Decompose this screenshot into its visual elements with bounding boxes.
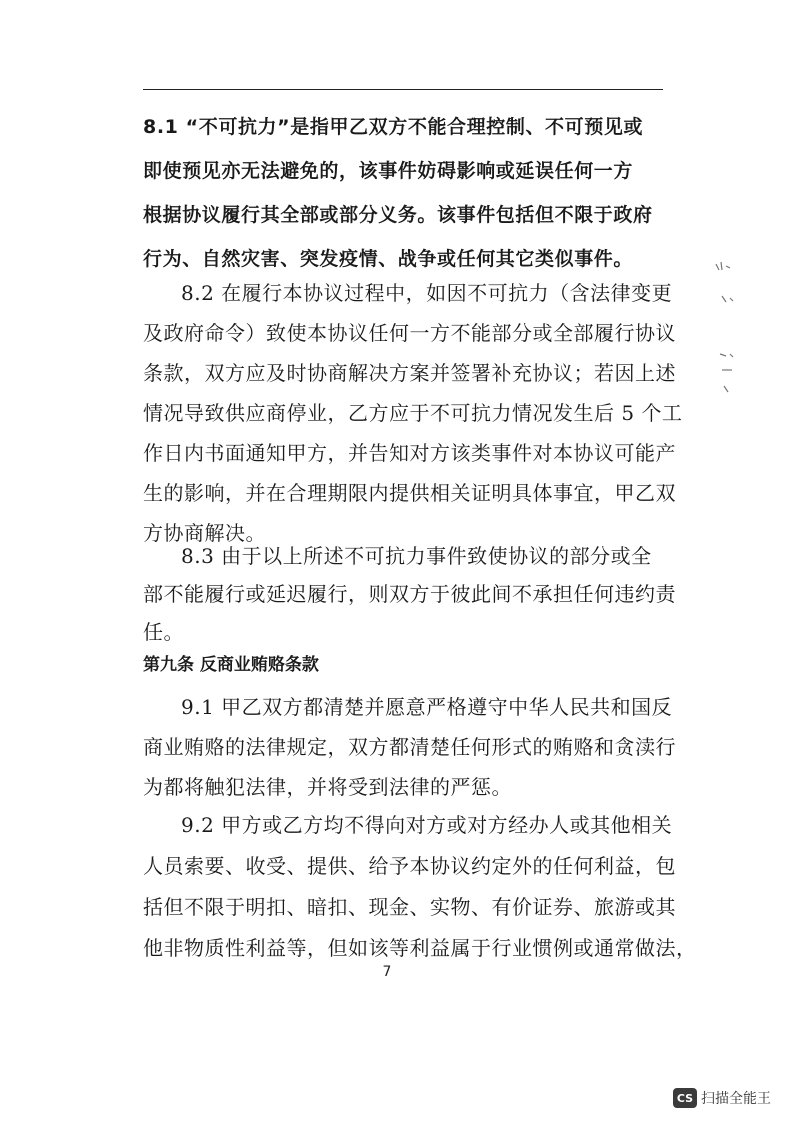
clause-8-1-line: 行为、自然灾害、突发疫情、战争或任何其它类似事件。 [143,248,634,270]
clause-8-2-line: 生的影响，并在合理期限内提供相关证明具体事宜，甲乙双 [143,481,676,505]
clause-9-2-line: 他非物质性利益等，但如该等利益属于行业惯例或通常做法， [143,936,697,960]
clause-9-2-line: 9.2 甲方或乙方均不得向对方或对方经办人或其他相关 [181,813,673,837]
clause-9-1-line: 商业贿赂的法律规定，双方都清楚任何形式的贿赂和贪渎行 [143,735,676,759]
clause-9-2-line: 括但不限于明扣、暗扣、现金、实物、有价证券、旅游或其 [143,895,676,919]
camscanner-watermark [673,1085,771,1111]
camscanner-logo-icon: CS [673,1088,697,1108]
scan-margin-marks [712,258,752,408]
clause-8-2-line: 情况导致供应商停业，乙方应于不可抗力情况发生后 5 个工 [143,401,683,425]
clause-8-3-line: 任。 [143,620,184,644]
top-rule [143,89,663,90]
clause-8-2-line: 条款，双方应及时协商解决方案并签署补充协议；若因上述 [143,361,676,385]
clause-8-2-line: 方协商解决。 [143,521,266,545]
clause-9-1-line: 为都将触犯法律，并将受到法律的严惩。 [143,775,512,799]
clause-8-1-line: 根据协议履行其全部或部分义务。该事件包括但不限于政府 [143,204,653,226]
clause-9-1-line: 9.1 甲乙双方都清楚并愿意严格遵守中华人民共和国反 [181,695,673,719]
clause-8-3-line: 部不能履行或延迟履行，则双方于彼此间不承担任何违约责 [143,582,676,606]
section-9-heading: 第九条 反商业贿赂条款 [143,655,319,675]
scan-noise-icon [712,258,752,408]
clause-8-2-line: 8.2 在履行本协议过程中，如因不可抗力（含法律变更 [181,281,673,305]
clause-9-2-line: 人员索要、收受、提供、给予本协议约定外的任何利益，包 [143,854,676,878]
clause-8-2-line: 及政府命令）致使本协议任何一方不能部分或全部履行协议 [143,321,676,345]
clause-8-1-line: 即使预见亦无法避免的，该事件妨碍影响或延误任何一方 [143,160,634,182]
clause-8-3-line: 8.3 由于以上所述不可抗力事件致使协议的部分或全 [181,544,652,568]
watermark-label: 扫描全能王 [701,1091,771,1107]
clause-8-1-line: 8.1 “不可抗力”是指甲乙双方不能合理控制、不可预见或 [143,116,644,138]
clause-8-2-line: 作日内书面通知甲方，并告知对方该类事件对本协议可能产 [143,441,676,465]
page-number: 7 [382,964,392,980]
